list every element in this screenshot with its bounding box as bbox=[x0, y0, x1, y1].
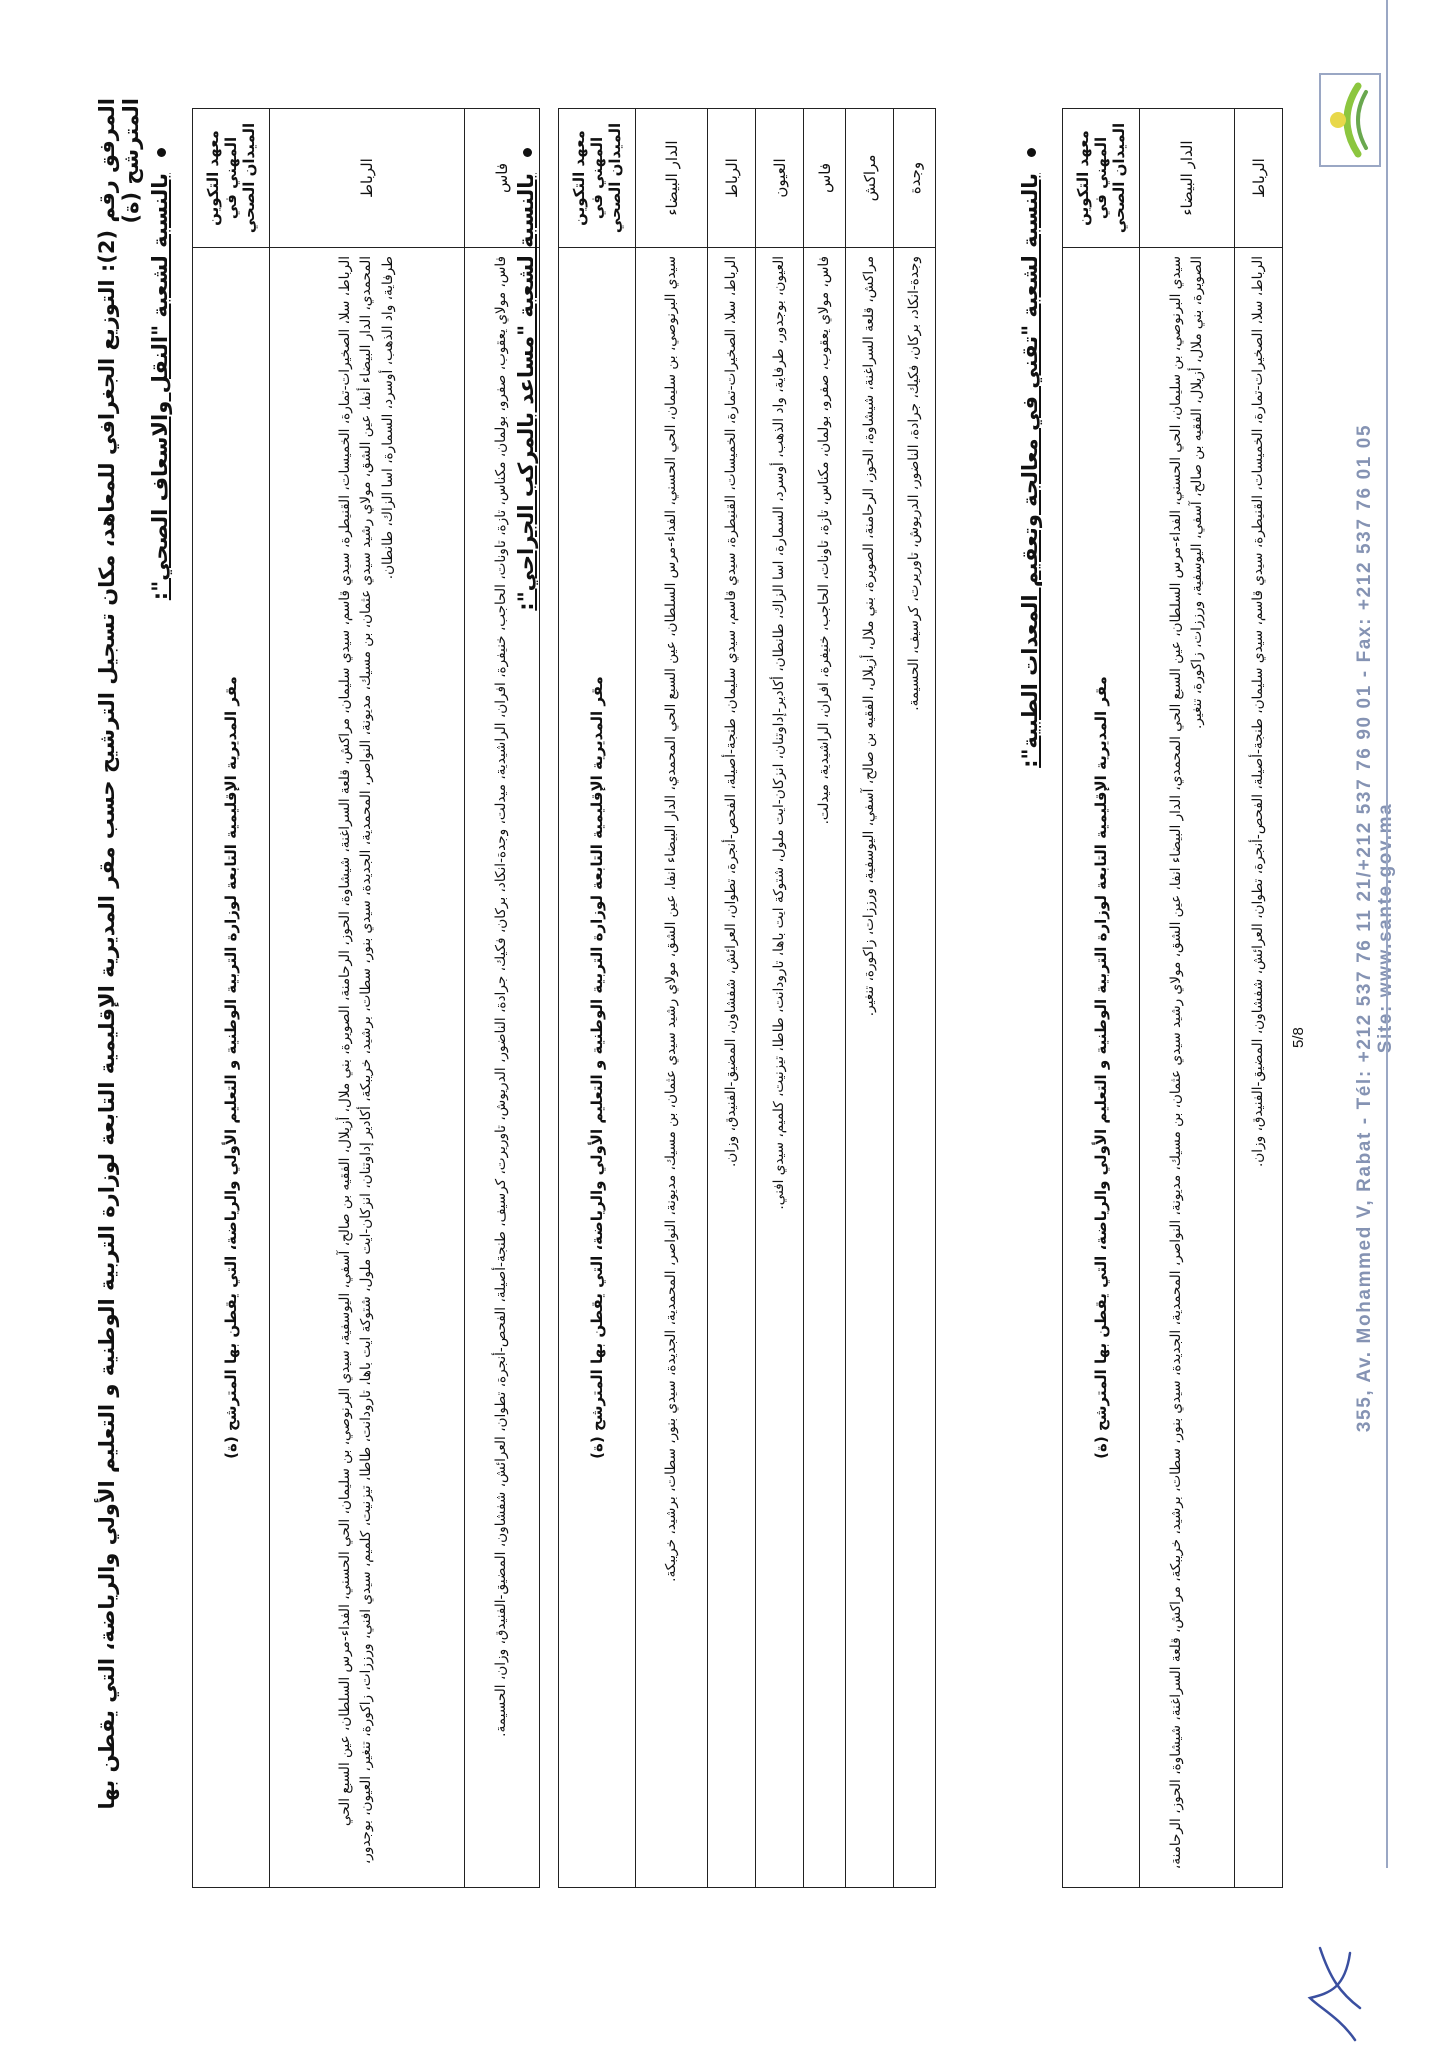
footer-website: Site: www.sante.gov.ma bbox=[1375, 802, 1396, 1054]
column-header-directorate: مقر المديرية الإقليمية التابعة لوزارة التربية الوطنية و التعليم الأولي والرياضة، التي يقطن بها المترشح (ة) bbox=[193, 248, 270, 1888]
section-heading-text: بالنسبة لشعبة "تقني في معالجة وتعقيم المعدات الطبية": bbox=[1018, 173, 1042, 768]
directorates-cell: الرباط، سلا، الصخيرات-تمارة، الخميسات، القنيطرة، سيدي قاسم، سيدي سليمان، مراكش، قلعة السراغنة، شيشاوة، الحوز، الرحامنة، الصويرة، بني ملال، أزيلال، الفقيه بن صالح، آسفي، اليوسفية، سيدي البرنوصي، بن سليمان، الحي الحسني، الفداء-مرس السلطان، عين السبع الحي المحمدي، الدار البيضاء أنفا، عين الشق، مولاي رشيد سيدي عثمان، بن مسيك، مديونة، النواصر، المحمدية، الجديدة، سيدي بنور، سطات، برشيد، خريبكة، أكادير إداوتنان، انزكان-ايت ملول، شتوكة ايت باها، تارودانت، طاطا، تيزنيت، كلميم، سيدي افني، ورززات، زاكورة، تنغير، العيون، بوجدور، طرفاية، واد الذهب، أوسرد، السمارة، اسا الزاك، طانطان. bbox=[270, 248, 465, 1888]
section-heading-transport bbox=[148, 148, 172, 1848]
institute-cell: وجدة bbox=[894, 109, 936, 248]
distribution-table-transport bbox=[192, 108, 540, 1888]
directorates-cell: الرباط، سلا، الصخيرات-تمارة، الخميسات، القنيطرة، سيدي قاسم، سيدي سليمان، طنجة-أصيلة، الفحص-أنجرة، تطوان، العرائش، شفشاون، المضيق-الفنيدق، وزان. bbox=[1235, 248, 1283, 1888]
directorates-cell: فاس، مولاي يعقوب، صفرو، بولمان، مكناس، تازة، تاونات، الحاجب، خنيفرة، افران، الراشيدية، ميدلت، وجدة-انكاد، بركان، فكيك، جرادة، الناضور، الدريوش، تاوريرت، كرسيف، طنجة-أصيلة، الفحص-أنجرة، تطوان، العرائش، شفشاون، المضيق-الفنيدق، وزان، الحسيمة. bbox=[465, 248, 540, 1888]
table-row bbox=[756, 109, 804, 1888]
directorates-cell: الرباط، سلا، الصخيرات-تمارة، الخميسات، القنيطرة، سيدي قاسم، سيدي سليمان، طنجة-أصيلة، الفحص-أنجرة، تطوان، العرائش، شفشاون، المضيق-الفنيدق، وزان. bbox=[708, 248, 756, 1888]
institute-cell: الدار البيضاء bbox=[636, 109, 708, 248]
table-row bbox=[708, 109, 756, 1888]
section-heading-surgical bbox=[514, 148, 538, 1848]
institute-cell: الرباط bbox=[708, 109, 756, 248]
institute-cell: الرباط bbox=[1235, 109, 1283, 248]
footer-address: 355, Av. Mohammed V, Rabat - Tél: +212 537 76 11 21/+212 537 76 90 01 - Fax: +212 537 76 01 05 bbox=[1354, 423, 1375, 1433]
institute-cell: الدار البيضاء bbox=[1140, 109, 1235, 248]
table-row bbox=[636, 109, 708, 1888]
column-header-institute: معهد التكوين المهني في الميدان الصحي bbox=[1063, 109, 1140, 248]
section-heading-text: بالنسبة لشعبة "مساعد بالمركب الجراحي": bbox=[514, 173, 538, 611]
table-row bbox=[804, 109, 846, 1888]
signature-mark bbox=[1300, 1928, 1370, 2048]
column-header-institute: معهد التكوين المهني في الميدان الصحي bbox=[193, 109, 270, 248]
table-row bbox=[894, 109, 936, 1888]
table-header-row bbox=[193, 109, 270, 1888]
column-header-institute: معهد التكوين المهني في الميدان الصحي bbox=[559, 109, 636, 248]
page-title: المرفق رقم (2): التوزيع الجغرافي للمعاهد، مكان تسجيل الترشيح حسب مقر المديرية الإقليمية التابعة لوزارة التربية الوطنية و التعليم الأولي والرياضة، التي يقطن بها المترشح (ة) bbox=[95, 98, 143, 1810]
table-row bbox=[270, 109, 465, 1888]
distribution-table-surgical bbox=[558, 108, 936, 1888]
table-header-row bbox=[1063, 109, 1140, 1888]
bullet-icon bbox=[523, 148, 532, 157]
directorates-cell: سيدي البرنوصي، بن سليمان، الحي الحسني، الفداء-مرس السلطان، عين السبع الحي المحمدي، الدار البيضاء انفا، عين الشق، مولاي رشيد سيدي عثمان، بن مسيك، مديونة، النواصر، المحمدية، الجديدة، سيدي بنور، سطات، برشيد، خريبكة، مراكش، قلعة السراغنة، شيشاوة، الحوز، الرحامنة، الصويرة، بني ملال، أزيلال، الفقيه بن صالح، آسفي، اليوسفية، ورززات، زاكورة، تنغير. bbox=[1140, 248, 1235, 1888]
footer-divider bbox=[1386, 0, 1388, 1868]
institute-cell: العيون bbox=[756, 109, 804, 248]
institute-cell: الرباط bbox=[270, 109, 465, 248]
institute-cell: فاس bbox=[465, 109, 540, 248]
institute-cell: مراكش bbox=[846, 109, 894, 248]
column-header-directorate: مقر المديرية الإقليمية التابعة لوزارة التربية الوطنية و التعليم الأولي والرياضة، التي يقطن بها المترشح (ة) bbox=[1063, 248, 1140, 1888]
directorates-cell: وجدة-انكاد، بركان، فكيك، جرادة، الناضور، الدريوش، تاوريرت، كرسيف، الحسيمة. bbox=[894, 248, 936, 1888]
distribution-table-sterilization bbox=[1062, 108, 1283, 1888]
page-number: 5/8 bbox=[1290, 1027, 1307, 1048]
section-heading-text: بالنسبة لشعبة "النقل والاسعاف الصحي": bbox=[148, 173, 172, 601]
table-row bbox=[1235, 109, 1283, 1888]
table-row bbox=[1140, 109, 1235, 1888]
bullet-icon bbox=[157, 148, 166, 157]
directorates-cell: سيدي البرنوصي، بن سليمان، الحي الحسني، الفداء-مرس السلطان، عين السبع الحي المحمدي، الدار البيضاء انفا، عين الشق، مولاي رشيد سيدي عثمان، بن مسيك، مديونة، النواصر، المحمدية، الجديدة، سيدي بنور، سطات، برشيد، خريبكة. bbox=[636, 248, 708, 1888]
institute-cell: فاس bbox=[804, 109, 846, 248]
section-heading-sterilization bbox=[1018, 148, 1042, 1848]
directorates-cell: مراكش، قلعة السراغنة، شيشاوة، الحوز، الرحامنة، الصويرة، بني ملال، أزيلال، الفقيه بن صالح، آسفي، اليوسفية، ورززات، زاكورة، تنغير. bbox=[846, 248, 894, 1888]
bullet-icon bbox=[1027, 148, 1036, 157]
directorates-cell: فاس، مولاي يعقوب، صفرو، بولمان، مكناس، تازة، تاونات، الحاجب، خنيفرة، افران، الراشيدية، ميدلت. bbox=[804, 248, 846, 1888]
table-header-row bbox=[559, 109, 636, 1888]
column-header-directorate: مقر المديرية الإقليمية التابعة لوزارة التربية الوطنية و التعليم الأولي والرياضة، التي يقطن بها المترشح (ة) bbox=[559, 248, 636, 1888]
table-row bbox=[846, 109, 894, 1888]
directorates-cell: العيون، بوجدور، طرفاية، واد الذهب، أوسرد، السمارة، اسا الزاك، طانطان، أكادير-إداوتنان، انزكان-ايت ملول، شتوكة ايت باها، تارودانت، طاطا، تيزنيت، كلميم، سيدي افني. bbox=[756, 248, 804, 1888]
